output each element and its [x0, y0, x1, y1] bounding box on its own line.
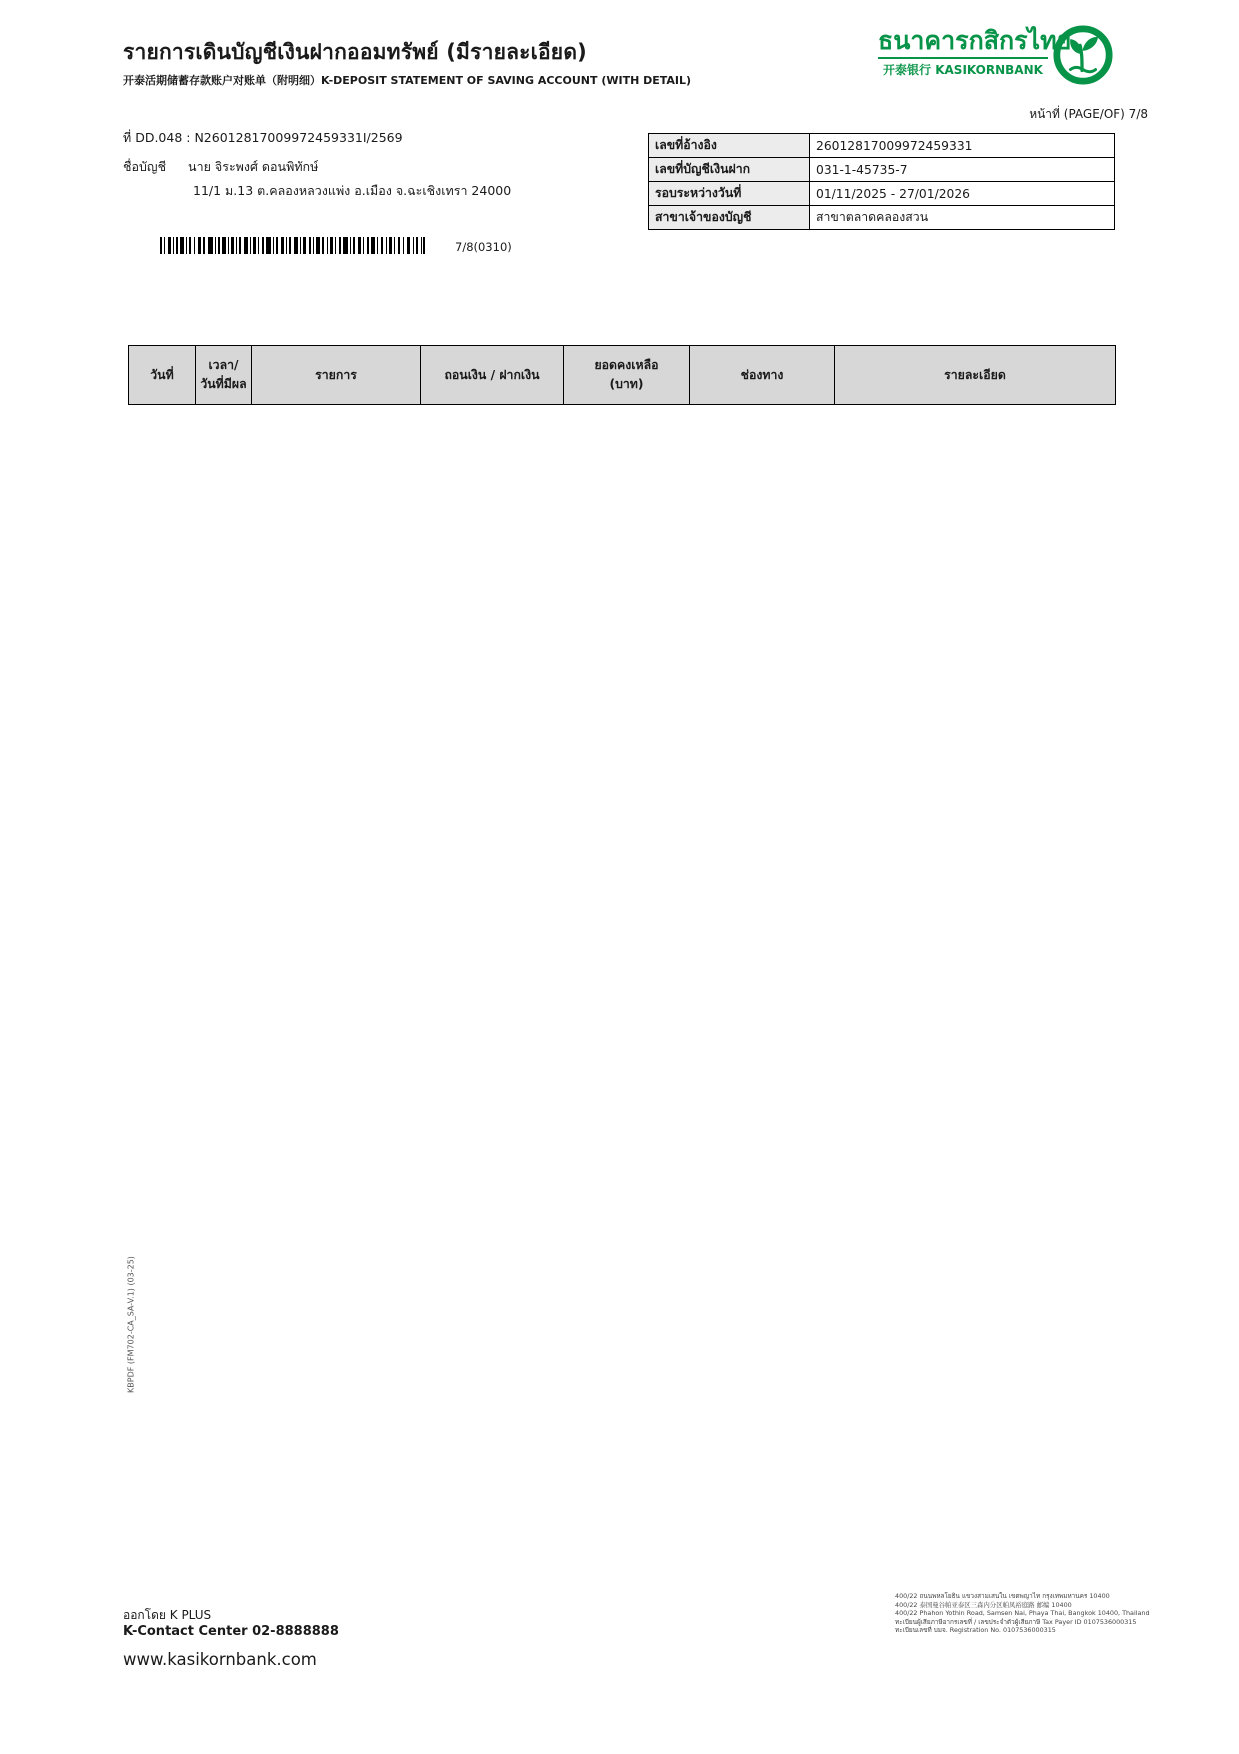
page-title: รายการเดินบัญชีเงินฝากออมทรัพย์ (มีรายละเอียด) — [123, 40, 587, 64]
account-name: นาย จิระพงศ์ ดอนพิทักษ์ — [188, 159, 319, 174]
bank-website: www.kasikornbank.com — [123, 1650, 317, 1669]
info-row — [649, 206, 1115, 230]
info-row — [649, 134, 1115, 158]
account-info-table — [648, 133, 1115, 230]
col-header-balance: ยอดคงเหลือ (บาท) — [564, 346, 690, 405]
legal-fine-print: 400/22 ถนนพหลโยธิน แขวงสามเสนใน เขตพญาไท กรุงเทพมหานคร 10400 400/22 泰国曼谷帕亚泰区三森内分区帕凤裕庭路 邮编 10400 400/22 Phahon Yothin Road, Samsen Nai, Phaya Thai, Bangkok 10400, Thailand ทะเบียนผู้เสียภาษีอากรเลขที่ / เลขประจำตัวผู้เสียภาษี Tax Payer ID 0107536000315 ทะเบียนเลขที่ บมจ. Registration No. 0107536000315 — [895, 1592, 1150, 1635]
statement-table-header — [129, 346, 1116, 405]
bank-logo-text — [878, 26, 1072, 78]
barcode — [160, 237, 425, 258]
col-header-amount: ถอนเงิน / ฝากเงิน — [421, 346, 564, 405]
info-value: 26012817009972459331 — [810, 134, 1115, 158]
issued-by: ออกโดย K PLUS — [123, 1608, 212, 1622]
info-value: 031-1-45735-7 — [810, 158, 1115, 182]
account-name-line — [123, 157, 318, 177]
page-subtitle: 开泰活期储蓄存款账户对账单（附明细）K-DEPOSIT STATEMENT OF SAVING ACCOUNT (WITH DETAIL) — [123, 74, 692, 87]
bank-name: ธนาคารกสิกรไทย — [878, 26, 1072, 55]
barcode-label: 7/8(0310) — [455, 240, 512, 254]
page-number-label: หน้าที่ (PAGE/OF) 7/8 — [1029, 107, 1148, 121]
form-code-side-note: KBPDF (FM702-CA_SA-V.1) (03-25) — [126, 1256, 136, 1393]
info-value: สาขาตลาดคลองสวน — [810, 206, 1115, 230]
info-label: รอบระหว่างวันที่ — [649, 182, 810, 206]
statement-table — [128, 345, 1116, 405]
info-label: เลขที่บัญชีเงินฝาก — [649, 158, 810, 182]
account-name-label: ชื่อบัญชี — [123, 159, 167, 174]
info-label: เลขที่อ้างอิง — [649, 134, 810, 158]
bank-name-sub: 开泰银行 KASIKORNBANK — [878, 57, 1048, 78]
col-header-detail: รายละเอียด — [835, 346, 1116, 405]
info-row — [649, 158, 1115, 182]
col-header-date: วันที่ — [129, 346, 196, 405]
col-header-time: เวลา/ วันที่มีผล — [196, 346, 252, 405]
info-label: สาขาเจ้าของบัญชี — [649, 206, 810, 230]
info-row — [649, 182, 1115, 206]
kasikornbank-logo-icon — [1052, 24, 1114, 90]
document-number: ที่ DD.048 : N26012817009972459331I/2569 — [123, 130, 403, 145]
account-address: 11/1 ม.13 ต.คลองหลวงแพ่ง อ.เมือง จ.ฉะเชิงเทรา 24000 — [193, 183, 512, 198]
col-header-channel: ช่องทาง — [690, 346, 835, 405]
contact-center: K-Contact Center 02-8888888 — [123, 1624, 339, 1639]
col-header-desc: รายการ — [252, 346, 421, 405]
info-value: 01/11/2025 - 27/01/2026 — [810, 182, 1115, 206]
